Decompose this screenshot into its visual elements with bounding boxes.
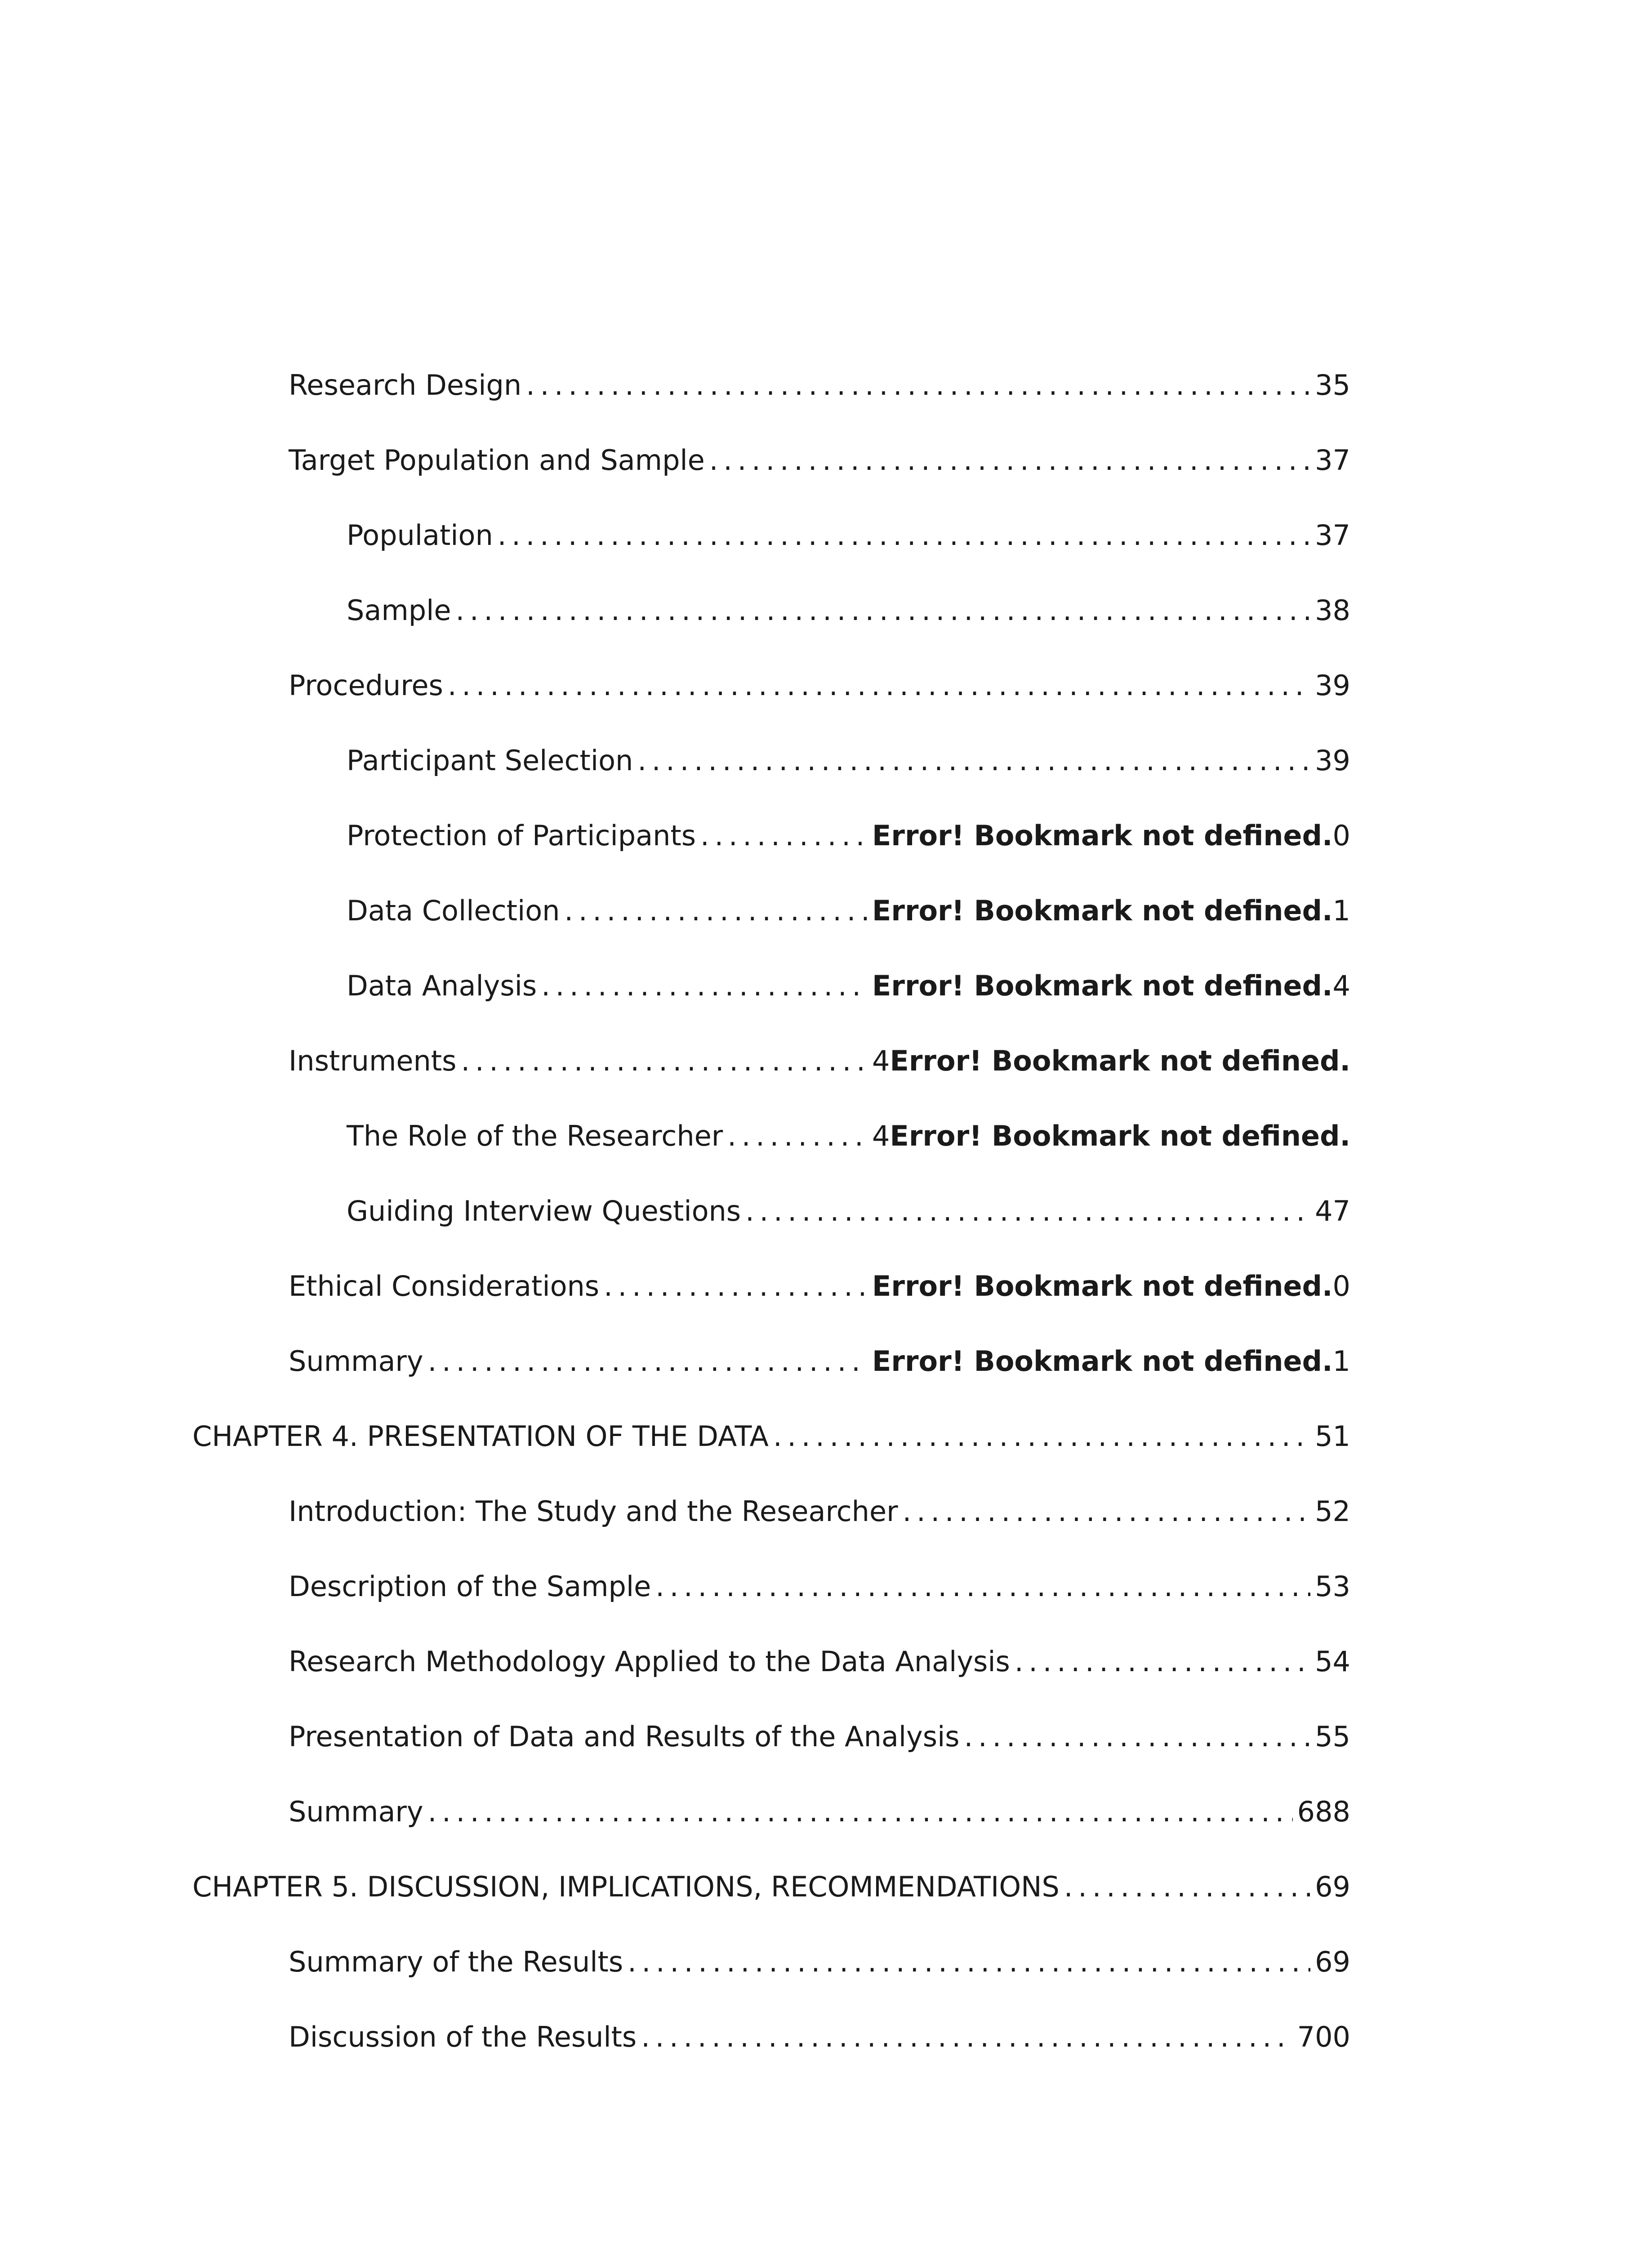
toc-entry-population[interactable]	[347, 519, 1350, 552]
toc-dot-leader	[655, 1570, 1310, 1603]
toc-dot-leader	[700, 819, 868, 852]
toc-entry-title: Procedures	[289, 669, 443, 702]
toc-entry-page: 51	[1315, 1420, 1350, 1453]
toc-entry-sample[interactable]	[347, 594, 1350, 627]
toc-entry-page: 38	[1315, 594, 1350, 627]
toc-entry-title: CHAPTER 5. DISCUSSION, IMPLICATIONS, RECOMMENDATIONS	[192, 1870, 1060, 1903]
toc-entry-protection-of-participants[interactable]	[347, 819, 1350, 852]
toc-entry-title: Instruments	[289, 1044, 457, 1077]
toc-dot-leader	[604, 1270, 868, 1303]
toc-dot-leader	[564, 894, 868, 928]
toc-entry-research-design[interactable]	[289, 369, 1350, 402]
toc-dot-leader	[428, 1345, 868, 1378]
toc-entry-title: Research Methodology Applied to the Data Analysis	[289, 1645, 1010, 1678]
toc-dot-leader	[745, 1195, 1310, 1228]
toc-dot-leader	[1015, 1645, 1310, 1678]
toc-dot-leader	[641, 2021, 1292, 2054]
toc-entry-summary-ch4[interactable]	[289, 1795, 1350, 1829]
toc-entry-summary-ch3[interactable]	[289, 1345, 1350, 1378]
toc-entry-data-analysis[interactable]	[347, 969, 1350, 1003]
toc-entry-page: 4Error! Bookmark not defined.	[872, 1120, 1350, 1152]
toc-entry-page: Error! Bookmark not defined.1	[872, 1345, 1350, 1378]
toc-entry-role-of-researcher[interactable]	[347, 1120, 1350, 1153]
toc-entry-title: Research Design	[289, 369, 522, 401]
toc-entry-title: Summary	[289, 1345, 423, 1378]
toc-entry-introduction[interactable]	[289, 1495, 1350, 1528]
toc-dot-leader	[903, 1495, 1310, 1528]
toc-dot-leader	[637, 744, 1310, 777]
toc-entry-page: Error! Bookmark not defined.1	[872, 894, 1350, 927]
toc-entry-page: 54	[1315, 1645, 1350, 1678]
toc-entry-page: 69	[1315, 1870, 1350, 1903]
toc-entry-title: CHAPTER 4. PRESENTATION OF THE DATA	[192, 1420, 769, 1453]
toc-entry-discussion-of-results[interactable]	[289, 2021, 1350, 2054]
toc-entry-data-collection[interactable]	[347, 894, 1350, 928]
toc-entry-page: 53	[1315, 1570, 1350, 1603]
toc-entry-page: Error! Bookmark not defined.4	[872, 969, 1350, 1002]
toc-entry-description-of-sample[interactable]	[289, 1570, 1350, 1603]
toc-entry-title: The Role of the Researcher	[347, 1120, 723, 1152]
toc-dot-leader	[709, 444, 1310, 477]
toc-entry-page: 35	[1315, 369, 1350, 401]
toc-entry-chapter-5[interactable]	[192, 1870, 1350, 1904]
toc-entry-summary-of-results[interactable]	[289, 1945, 1350, 1979]
toc-entry-procedures[interactable]	[289, 669, 1350, 702]
toc-entry-target-population[interactable]	[289, 444, 1350, 477]
toc-dot-leader	[448, 669, 1310, 702]
toc-entry-title: Introduction: The Study and the Researcher	[289, 1495, 898, 1528]
toc-entry-page: 37	[1315, 519, 1350, 552]
toc-entry-title: Guiding Interview Questions	[347, 1195, 741, 1227]
toc-dot-leader	[498, 519, 1310, 552]
toc-dot-leader	[461, 1044, 868, 1078]
toc-entry-title: Sample	[347, 594, 451, 627]
toc-entry-title: Summary	[289, 1795, 423, 1828]
toc-entry-participant-selection[interactable]	[347, 744, 1350, 777]
toc-entry-title: Discussion of the Results	[289, 2021, 637, 2053]
toc-entry-page: 37	[1315, 444, 1350, 477]
toc-dot-leader	[541, 969, 868, 1003]
toc-entry-title: Presentation of Data and Results of the Analysis	[289, 1720, 960, 1753]
toc-entry-title: Description of the Sample	[289, 1570, 651, 1603]
toc-entry-instruments[interactable]	[289, 1044, 1350, 1078]
toc-entry-presentation-of-data[interactable]	[289, 1720, 1350, 1753]
toc-entry-page: 39	[1315, 744, 1350, 777]
toc-dot-leader	[455, 594, 1310, 627]
toc-entry-title: Data Analysis	[347, 969, 537, 1002]
toc-entry-page: 69	[1315, 1945, 1350, 1978]
toc-dot-leader	[773, 1420, 1310, 1453]
toc-entry-title: Protection of Participants	[347, 819, 696, 852]
toc-entry-page: Error! Bookmark not defined.0	[872, 819, 1350, 852]
toc-entry-title: Population	[347, 519, 493, 552]
toc-entry-page: 4Error! Bookmark not defined.	[872, 1044, 1350, 1077]
toc-dot-leader	[628, 1945, 1310, 1979]
toc-entry-title: Ethical Considerations	[289, 1270, 600, 1302]
toc-entry-ethical-considerations[interactable]	[289, 1270, 1350, 1303]
toc-dot-leader	[964, 1720, 1310, 1753]
toc-entry-chapter-4[interactable]	[192, 1420, 1350, 1453]
toc-entry-title: Participant Selection	[347, 744, 633, 777]
toc-entry-guiding-interview-questions[interactable]	[347, 1195, 1350, 1228]
toc-entry-page: 47	[1315, 1195, 1350, 1227]
toc-entry-title: Data Collection	[347, 894, 560, 927]
toc-entry-page: 39	[1315, 669, 1350, 702]
toc-dot-leader	[1064, 1870, 1310, 1904]
toc-entry-page: 688	[1297, 1795, 1350, 1828]
toc-entry-research-methodology[interactable]	[289, 1645, 1350, 1678]
toc-dot-leader	[428, 1795, 1293, 1829]
toc-entry-page: 700	[1297, 2021, 1350, 2053]
toc-entry-page: 52	[1315, 1495, 1350, 1528]
toc-entry-page: Error! Bookmark not defined.0	[872, 1270, 1350, 1302]
toc-entry-title: Summary of the Results	[289, 1945, 623, 1978]
toc-dot-leader	[526, 369, 1310, 402]
toc-entry-title: Target Population and Sample	[289, 444, 705, 477]
toc-entry-page: 55	[1315, 1720, 1350, 1753]
toc-dot-leader	[727, 1120, 868, 1153]
